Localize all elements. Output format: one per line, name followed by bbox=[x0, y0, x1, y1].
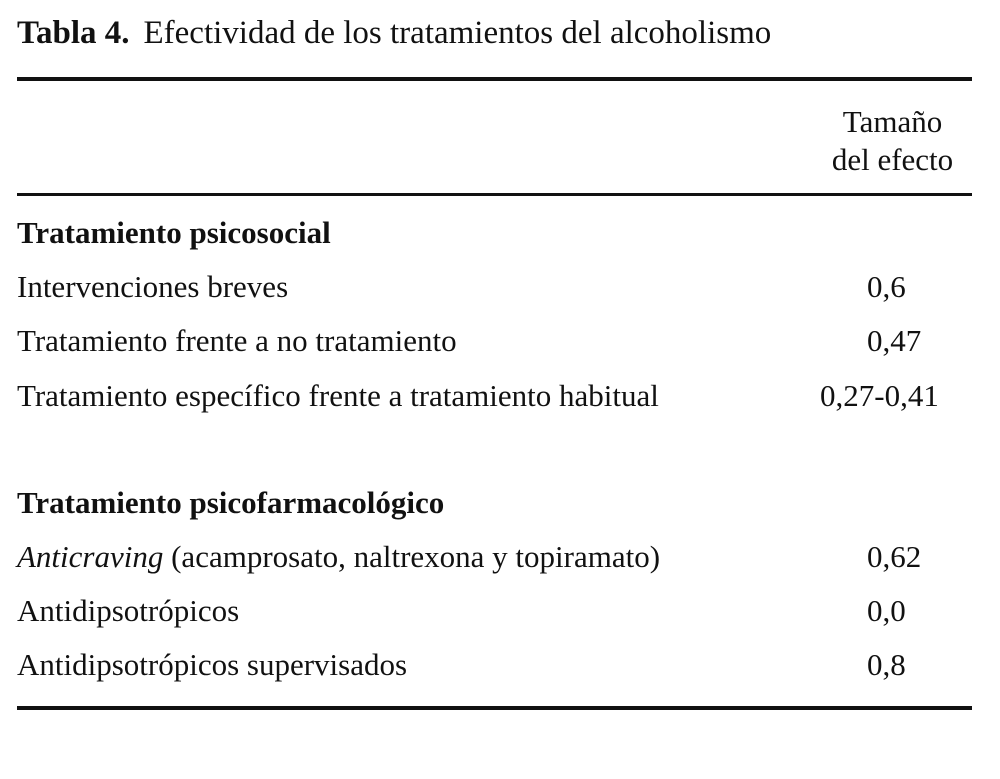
row-value: 0,27-0,41 bbox=[820, 378, 939, 413]
table-row bbox=[17, 370, 972, 422]
row-label: Antidipsotrópicos supervisados bbox=[17, 647, 408, 682]
table-number: Tabla 4. bbox=[17, 15, 130, 51]
row-label: Tratamiento frente a no tratamiento bbox=[17, 323, 457, 358]
row-value: 0,62 bbox=[867, 539, 922, 574]
row-label-italic: Anticraving bbox=[17, 539, 164, 574]
effect-size-header-line2: del efecto bbox=[831, 142, 954, 177]
row-label: Tratamiento específico frente a tratamiento habitual bbox=[17, 378, 659, 413]
table-row bbox=[17, 585, 972, 637]
row-value: 0,47 bbox=[867, 323, 922, 358]
table-row bbox=[17, 315, 972, 367]
row-label bbox=[17, 531, 660, 583]
top-rule bbox=[17, 77, 972, 81]
row-label: Intervenciones breves bbox=[17, 269, 289, 304]
section-heading-pharmacological bbox=[17, 477, 972, 529]
row-value: 0,6 bbox=[867, 269, 906, 304]
bottom-rule bbox=[17, 706, 972, 710]
table-title: Efectividad de los tratamientos del alcoholismo bbox=[143, 15, 772, 51]
row-label: Antidipsotrópicos bbox=[17, 593, 240, 628]
table-row bbox=[17, 639, 972, 691]
section-title: Tratamiento psicosocial bbox=[17, 215, 331, 250]
row-value: 0,0 bbox=[867, 593, 906, 628]
table-row bbox=[17, 531, 972, 583]
row-value: 0,8 bbox=[867, 647, 906, 682]
section-heading-psychosocial bbox=[17, 207, 972, 259]
section-title: Tratamiento psicofarmacológico bbox=[17, 485, 445, 520]
header-rule bbox=[17, 193, 972, 196]
row-label-rest: (acamprosato, naltrexona y topiramato) bbox=[163, 539, 661, 574]
effect-size-header-line1: Tamaño bbox=[842, 104, 943, 139]
table-row bbox=[17, 261, 972, 313]
table-caption bbox=[17, 11, 771, 55]
